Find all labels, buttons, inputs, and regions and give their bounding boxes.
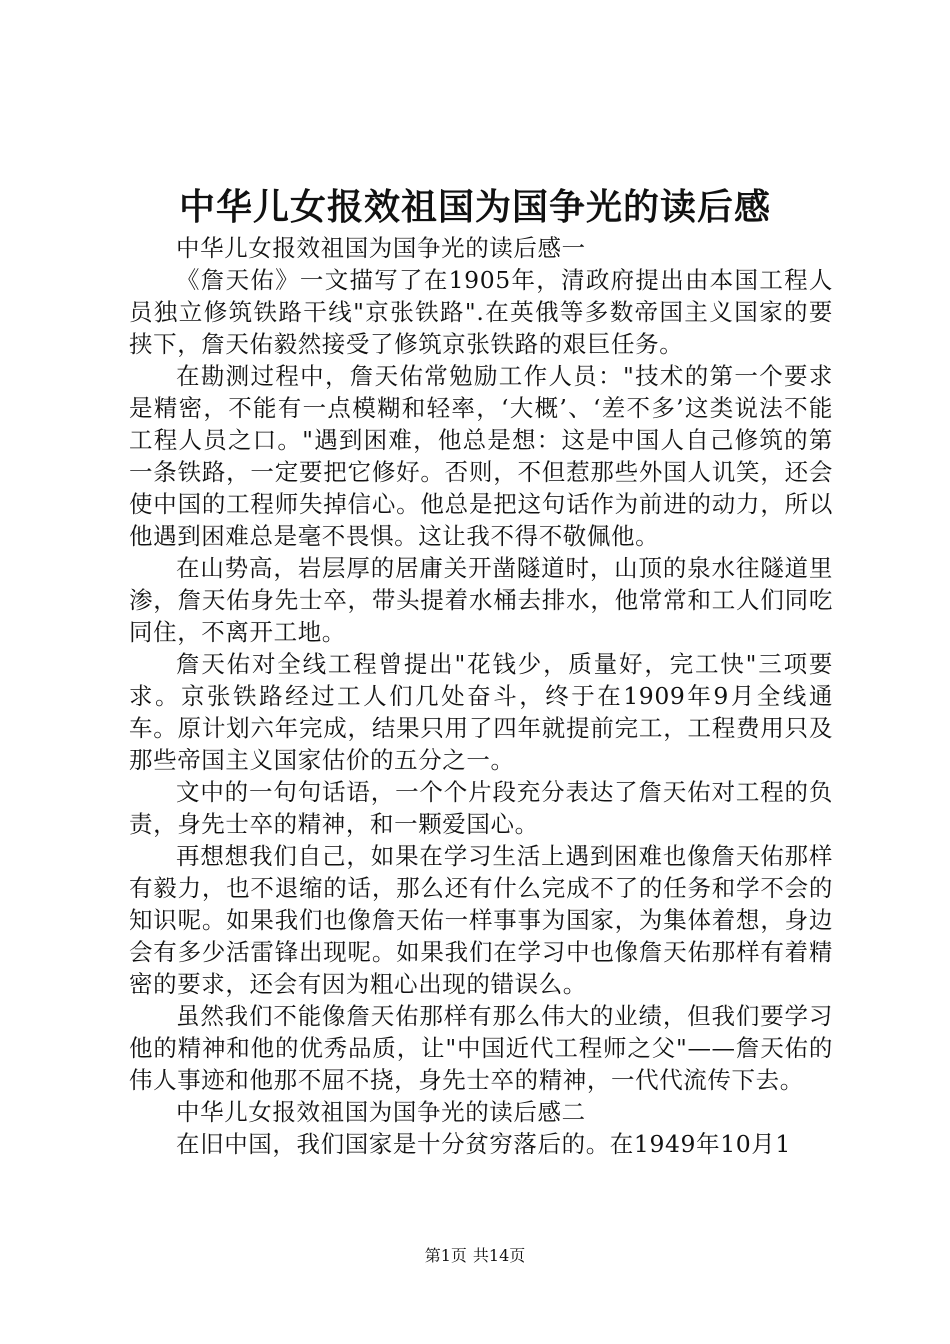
section-heading-2: 中华儿女报效祖国为国争光的读后感二	[176, 1098, 586, 1126]
document-title: 中华儿女报效祖国为国争光的读后感	[178, 186, 771, 228]
paragraph: 再想想我们自己，如果在学习生活上遇到困难也像詹天佑那样有毅力，也不退缩的话，那么还有什么完成不了的任务和学不会的知识呢。如果我们也像詹天佑一样事事为国家，为集体着想，身边会有多少活雷锋出现呢。如果我们在学习中也像詹天佑那样有着精密的要求，还会有因为粗心出现的错误么。	[129, 842, 833, 998]
paragraph: 詹天佑对全线工程曾提出"花钱少，质量好，完工快"三项要求。京张铁路经过工人们几处奋斗，终于在1909年9月全线通车。原计划六年完成，结果只用了四年就提前完工，工程费用只及那些帝国主义国家估价的五分之一。	[129, 650, 833, 774]
paragraph: 在旧中国，我们国家是十分贫穷落后的。在1949年10月1	[176, 1130, 791, 1158]
page-footer	[0, 1245, 950, 1267]
paragraph: 虽然我们不能像詹天佑那样有那么伟大的业绩，但我们要学习他的精神和他的优秀品质，让"中国近代工程师之父"——詹天佑的伟人事迹和他那不屈不挠，身先士卒的精神，一代代流传下去。	[129, 1002, 833, 1094]
paragraph: 《詹天佑》一文描写了在1905年，清政府提出由本国工程人员独立修筑铁路干线"京张铁路".在英俄等多数帝国主义国家的要挟下，詹天佑毅然接受了修筑京张铁路的艰巨任务。	[129, 266, 833, 358]
page-total: 共14页	[472, 1246, 526, 1265]
page-number: 第1页	[424, 1246, 467, 1265]
paragraph: 在山势高，岩层厚的居庸关开凿隧道时，山顶的泉水往隧道里渗，詹天佑身先士卒，带头提着水桶去排水，他常常和工人们同吃同住，不离开工地。	[129, 554, 833, 646]
section-heading-1: 中华儿女报效祖国为国争光的读后感一	[176, 234, 586, 262]
paragraph: 在勘测过程中，詹天佑常勉励工作人员："技术的第一个要求是精密，不能有一点模糊和轻率，‘大概’、‘差不多’这类说法不能工程人员之口。"遇到困难，他总是想：这是中国人自己修筑的第一条铁路，一定要把它修好。否则，不但惹那些外国人讥笑，还会使中国的工程师失掉信心。他总是把这句话作为前进的动力，所以他遇到困难总是毫不畏惧。这让我不得不敬佩他。	[129, 362, 833, 550]
document-body	[129, 232, 833, 1160]
paragraph: 文中的一句句话语，一个个片段充分表达了詹天佑对工程的负责，身先士卒的精神，和一颗爱国心。	[129, 778, 833, 838]
